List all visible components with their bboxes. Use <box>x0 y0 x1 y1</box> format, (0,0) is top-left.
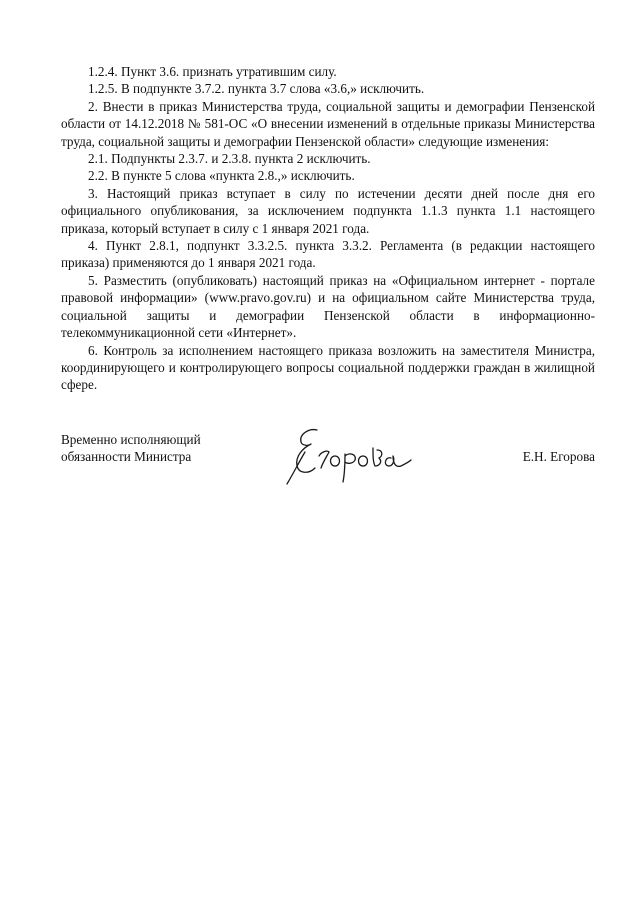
signatory-position <box>61 431 261 466</box>
document-body <box>61 63 595 394</box>
signature-block <box>61 431 595 491</box>
paragraph-3: 3. Настоящий приказ вступает в силу по истечении десяти дней после дня его официального опубликования, за исключением подпункта 1.1.3 пункта 1.1 настоящего приказа, который вступает в силу с 1 января 2021 года. <box>61 185 595 236</box>
paragraph-1-2-5: 1.2.5. В подпункте 3.7.2. пункта 3.7 слова «3.6,» исключить. <box>88 81 425 97</box>
paragraph-2-1: 2.1. Подпункты 2.3.7. и 2.3.8. пункта 2 исключить. <box>88 151 371 167</box>
position-line-1: Временно исполняющий <box>61 432 201 447</box>
paragraph-4: 4. Пункт 2.8.1, подпункт 3.3.2.5. пункта 3.3.2. Регламента (в редакции настоящего приказа) применяются до 1 января 2021 года. <box>61 238 595 271</box>
paragraph-2: 2. Внести в приказ Министерства труда, социальной защиты и демографии Пензенской области от 14.12.2018 № 581-ОС «О внесении изменений в отдельные приказы Министерства труда, социальной защиты и демографии Пензенской области» следующие изменения: <box>61 98 595 149</box>
paragraph-6: 6. Контроль за исполнением настоящего приказа возложить на заместителя Министра, координирующего и контролирующего вопросы социальной поддержки граждан в жилищной сфере. <box>61 342 595 393</box>
signatory-name: Е.Н. Егорова <box>522 449 595 464</box>
paragraph-2-2: 2.2. В пункте 5 слова «пункта 2.8.,» исключить. <box>88 168 355 184</box>
handwritten-signature <box>283 422 413 488</box>
paragraph-1-2-4: 1.2.4. Пункт 3.6. признать утратившим силу. <box>88 64 337 79</box>
position-line-2: обязанности Министра <box>61 449 192 465</box>
paragraph-5: 5. Разместить (опубликовать) настоящий приказ на «Официальном интернет - портале правовой информации» (www.pravo.gov.ru) и на официальном сайте Министерства труда, социальной защиты и демографии Пензенской области в информационно-телекоммуникационной сети «Интернет». <box>61 272 595 341</box>
